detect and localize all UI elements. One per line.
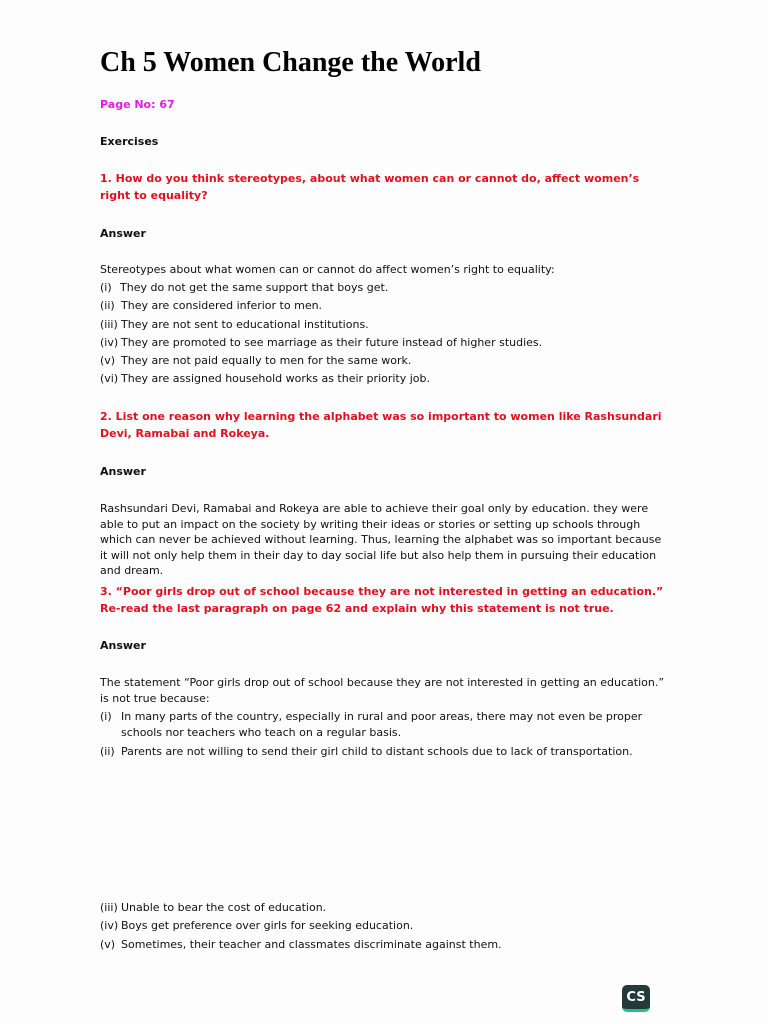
- list-item: [100, 279, 672, 297]
- q3-answer-list: [100, 709, 672, 761]
- list-item: [100, 709, 672, 740]
- q2-answer: Rashsundari Devi, Ramabai and Rokeya are able to achieve their goal only by education. they were able to put an impact on the society by writing their ideas or stories or setting up schools through which can never be achieved without learning. Thus, learning the alphabet was so important because it will not only help them in their day to day social life but also help them in pursuing their education and dream.: [100, 502, 662, 577]
- list-item-text: In many parts of the country, especially in rural and poor areas, there may not even be proper schools nor teachers who teach on a regular basis.: [121, 710, 643, 739]
- list-item-number: (iii): [100, 901, 118, 914]
- list-item-text: Parents are not willing to send their girl child to distant schools due to lack of transportation.: [121, 745, 633, 758]
- list-item: [100, 936, 672, 954]
- list-item-number: (i): [100, 710, 112, 723]
- list-item-number: (iii): [100, 317, 118, 331]
- page-title: Ch 5 Women Change the World: [100, 47, 481, 78]
- list-item-text: They are not paid equally to men for the same work.: [121, 354, 412, 368]
- answer-label-2: Answer: [100, 465, 146, 478]
- list-item-number: (vi): [100, 372, 119, 386]
- exercises-heading: Exercises: [100, 135, 159, 148]
- list-item: [100, 316, 672, 334]
- list-item-text: They are considered inferior to men.: [121, 299, 323, 313]
- q1-answer-list: [100, 279, 672, 389]
- q1-intro: Stereotypes about what women can or cannot do affect women’s right to equality:: [100, 263, 555, 276]
- list-item: [100, 899, 672, 917]
- list-item-number: (ii): [100, 745, 115, 758]
- list-item-text: Unable to bear the cost of education.: [121, 901, 327, 914]
- q3-answer-list-continued: [100, 899, 672, 954]
- list-item-number: (v): [100, 937, 116, 951]
- list-item: [100, 743, 672, 761]
- question-1: 1. How do you think stereotypes, about what women can or cannot do, affect women’s right to equality?: [100, 172, 640, 202]
- camscanner-logo: CS: [622, 985, 650, 1012]
- list-item: [100, 370, 672, 388]
- list-item-number: (ii): [100, 299, 115, 313]
- list-item-text: They are promoted to see marriage as their future instead of higher studies.: [121, 335, 543, 349]
- list-item-number: (i): [100, 281, 112, 294]
- list-item-number: (iv): [100, 335, 119, 349]
- list-item-text: They are assigned household works as their priority job.: [121, 372, 431, 386]
- list-item-text: They do not get the same support that boys get.: [120, 281, 389, 294]
- list-item: [100, 334, 672, 352]
- question-2: 2. List one reason why learning the alphabet was so important to women like Rashsundari Devi, Ramabai and Rokeya.: [100, 410, 662, 440]
- answer-label-3: Answer: [100, 639, 146, 652]
- list-item: [100, 297, 672, 315]
- answer-label-1: Answer: [100, 227, 146, 240]
- page-number: Page No: 67: [100, 98, 175, 111]
- question-3: 3. “Poor girls drop out of school because they are not interested in getting an education.” Re-read the last paragraph on page 62 and explain why this statement is not true.: [100, 585, 664, 615]
- list-item-number: (iv): [100, 919, 119, 933]
- list-item-text: They are not sent to educational institutions.: [121, 317, 369, 331]
- q3-intro: The statement “Poor girls drop out of school because they are not interested in getting an education.” is not true because:: [100, 676, 665, 705]
- list-item-text: Boys get preference over girls for seeking education.: [121, 919, 414, 933]
- list-item-text: Sometimes, their teacher and classmates discriminate against them.: [121, 937, 502, 951]
- list-item: [100, 917, 672, 935]
- list-item: [100, 352, 672, 370]
- list-item-number: (v): [100, 354, 116, 368]
